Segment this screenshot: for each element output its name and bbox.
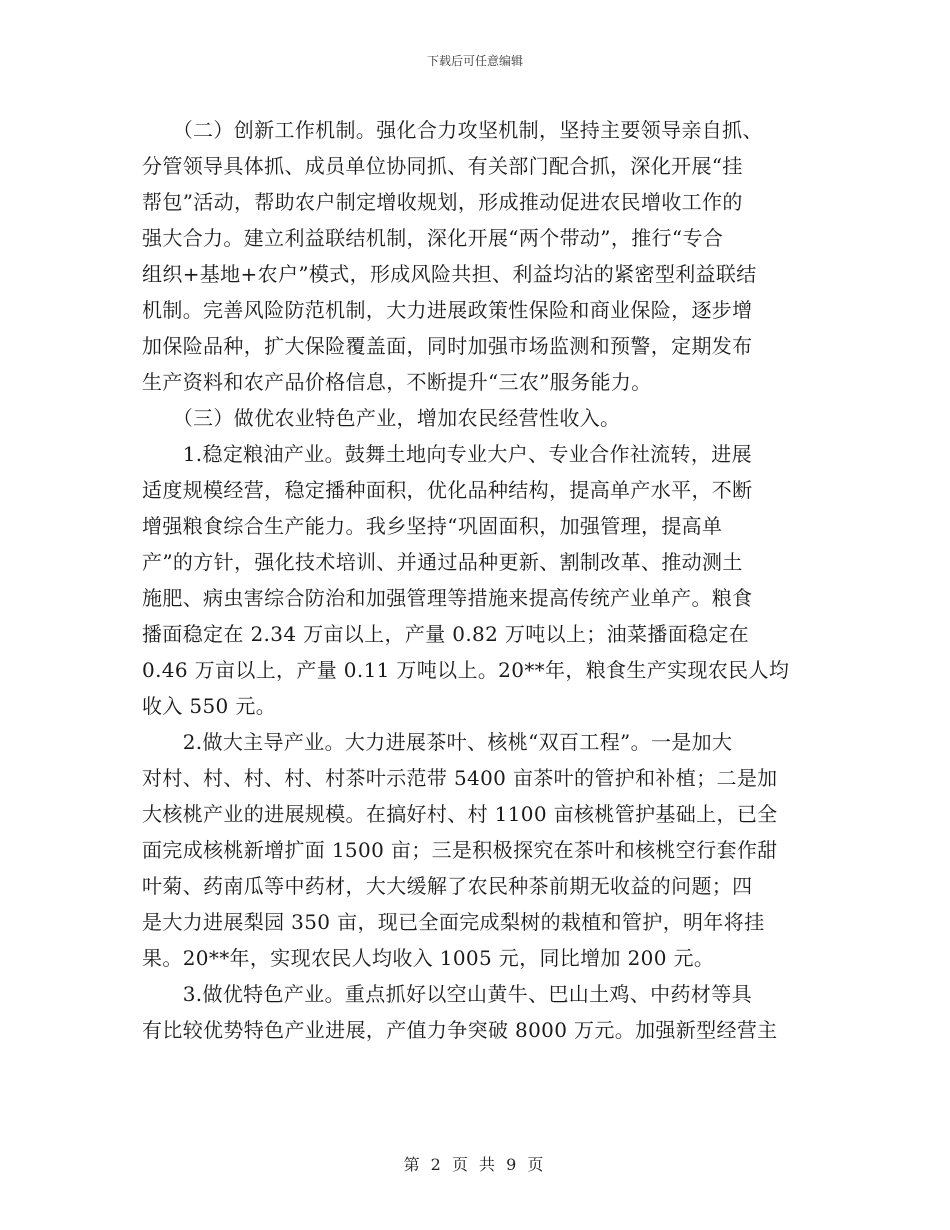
text-line: 0.46 万亩以上，产量 0.11 万吨以上。20**年，粮食生产实现农民人均	[142, 658, 790, 682]
text-line: 播面稳定在 2.34 万亩以上，产量 0.82 万吨以上；油菜播面稳定在	[142, 622, 750, 646]
text-line: 收入 550 元。	[142, 694, 277, 718]
page-number-footer: 第 2 页 共 9 页	[403, 1155, 547, 1174]
text-line: 强大合力。建立利益联结机制，深化开展“两个带动”，推行“专合	[142, 226, 724, 250]
text-line: 大核桃产业的进展规模。在搞好村、村 1100 亩核桃管护基础上，已全	[142, 802, 778, 826]
text-line: 适度规模经营，稳定播种面积，优化品种结构，提高单产水平，不断	[142, 478, 753, 502]
document-body	[142, 112, 810, 1048]
text-line: 机制。完善风险防范机制，大力进展政策性保险和商业保险，逐步增	[142, 298, 753, 322]
text-line: 叶菊、药南瓜等中药材，大大缓解了农民种茶前期无收益的问题；四	[142, 874, 753, 898]
text-line: 加保险品种，扩大保险覆盖面，同时加强市场监测和预警，定期发布	[142, 334, 753, 358]
text-line: 果。20**年，实现农民人均收入 1005 元，同比增加 200 元。	[142, 946, 715, 970]
text-line: （二）创新工作机制。强化合力攻坚机制，坚持主要领导亲自抓、	[142, 118, 763, 142]
text-line: 3.做优特色产业。重点抓好以空山黄牛、巴山土鸡、中药材等具	[142, 982, 752, 1006]
text-line: 对村、村、村、村、村茶叶示范带 5400 亩茶叶的管护和补植；二是加	[142, 766, 778, 790]
text-line: 有比较优势特色产业进展，产值力争突破 8000 万元。加强新型经营主	[142, 1018, 778, 1042]
text-line: 生产资料和农产品价格信息，不断提升“三农”服务能力。	[142, 370, 652, 394]
text-line: 帮包”活动，帮助农户制定增收规划，形成推动促进农民增收工作的	[142, 190, 743, 214]
text-line: 1.稳定粮油产业。鼓舞土地向专业大户、专业合作社流转，进展	[142, 442, 752, 466]
text-line: 产”的方针，强化技术培训、并通过品种更新、割制改革、推动测土	[142, 550, 743, 574]
text-line: 施肥、病虫害综合防治和加强管理等措施来提高传统产业单产。粮食	[142, 586, 753, 610]
text-line: 2.做大主导产业。大力进展茶叶、核桃“双百工程”。一是加大	[142, 730, 733, 754]
text-line: 分管领导具体抓、成员单位协同抓、有关部门配合抓，深化开展“挂	[142, 154, 743, 178]
text-line: 面完成核桃新增扩面 1500 亩；三是积极探究在茶叶和核桃空行套作甜	[142, 838, 778, 862]
text-line: 是大力进展梨园 350 亩，现已全面完成梨树的栽植和管护，明年将挂	[142, 910, 765, 934]
page-header: 下载后可任意编辑	[426, 54, 523, 68]
text-line: （三）做优农业特色产业，增加农民经营性收入。	[142, 406, 621, 430]
text-line: 组织+基地+农户”模式，形成风险共担、利益均沾的紧密型利益联结	[142, 262, 757, 286]
text-line: 增强粮食综合生产能力。我乡坚持“巩固面积，加强管理，提高单	[142, 514, 723, 538]
